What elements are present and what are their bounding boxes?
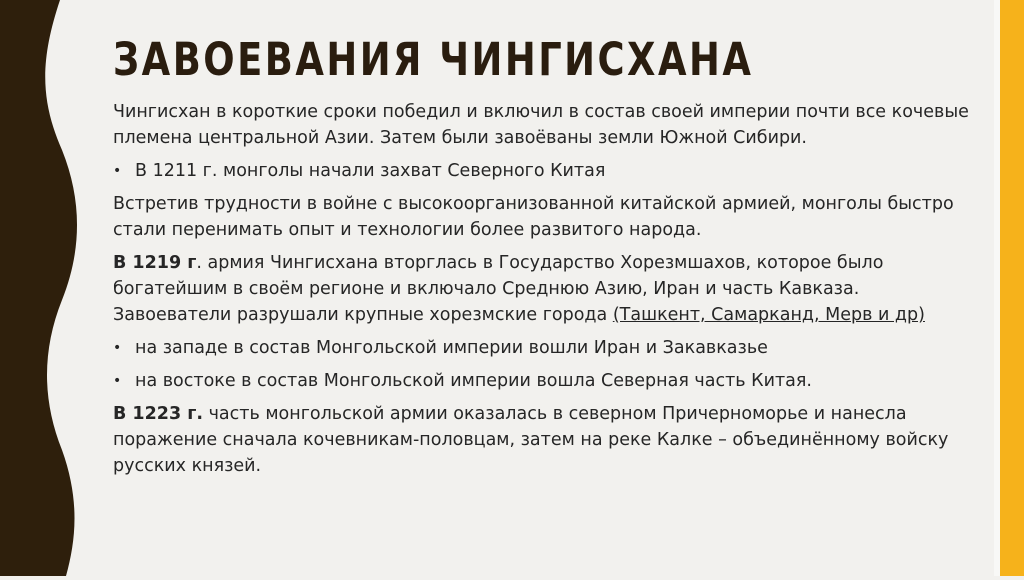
slide-content xyxy=(113,99,973,486)
paragraph-1223-text: часть монгольской армии оказалась в северном Причерноморье и нанесла поражение сначала кочевникам-половцам, затем на реке Калке – объединённому войску русских князей. xyxy=(113,404,949,476)
left-decorative-band xyxy=(0,0,78,576)
right-accent-band xyxy=(1000,0,1024,576)
cities-link[interactable]: (Ташкент, Самарканд, Мерв и др) xyxy=(612,305,925,325)
paragraph-1219-text: . армия Чингисхана вторглась в Государство Хорезмшахов, которое было богатейшим в своём регионе и включало Среднюю Азию, Иран и часть Кавказа. Завоеватели разрушали крупные хорезмские города xyxy=(113,253,884,325)
slide-title: ЗАВОЕВАНИЯ ЧИНГИСХАНА xyxy=(113,33,754,86)
bullet-text: В 1211 г. монголы начали захват Северного Китая xyxy=(135,161,606,181)
bullet-icon: • xyxy=(113,373,122,389)
bullet-item-1211 xyxy=(113,158,973,184)
bullet-text: на востоке в состав Монгольской империи вошла Северная часть Китая. xyxy=(135,371,812,391)
year-1219: В 1219 г xyxy=(113,253,197,273)
paragraph-1223 xyxy=(113,401,973,479)
paragraph-1219 xyxy=(113,250,973,328)
bullet-icon: • xyxy=(113,163,122,179)
paragraph-intro: Чингисхан в короткие сроки победил и включил в состав своей империи почти все кочевые племена центральной Азии. Затем были завоёваны земли Южной Сибири. xyxy=(113,102,969,148)
paragraph-china-war: Встретив трудности в войне с высокоорганизованной китайской армией, монголы быстро стали перенимать опыт и технологии более развитого народа. xyxy=(113,194,954,240)
bullet-icon: • xyxy=(113,340,122,356)
year-1223: В 1223 г. xyxy=(113,404,204,424)
bullet-item-east xyxy=(113,368,973,394)
wavy-edge-shape xyxy=(0,0,78,576)
bullet-text: на западе в состав Монгольской империи вошли Иран и Закавказье xyxy=(135,338,768,358)
bullet-item-west xyxy=(113,335,973,361)
